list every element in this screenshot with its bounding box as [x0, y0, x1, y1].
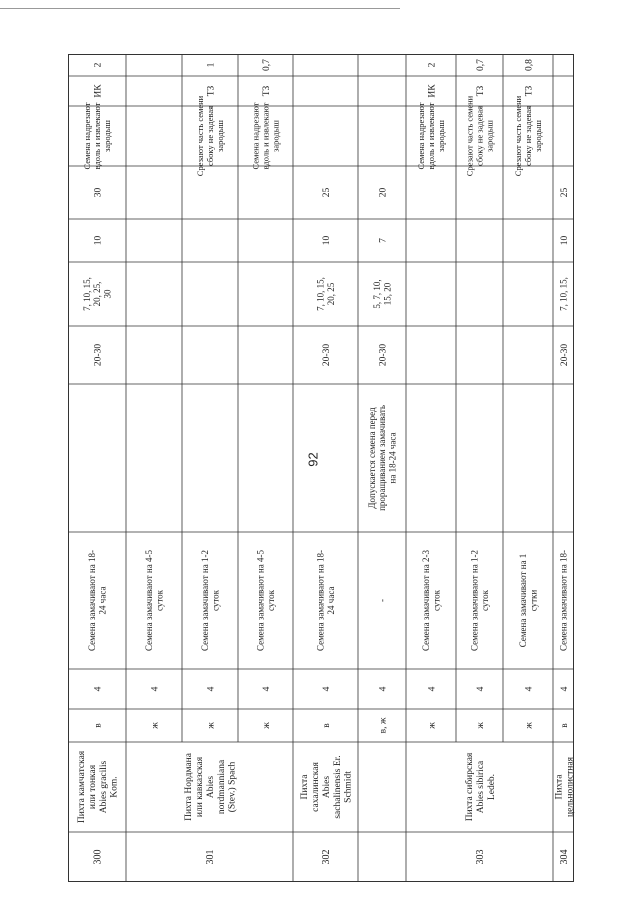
seed-class: 4 — [321, 686, 332, 692]
energy-day: 10 — [559, 235, 570, 246]
seed-class: 4 — [93, 686, 104, 692]
seed-type: ж — [150, 722, 161, 729]
seed-class: 4 — [261, 686, 272, 692]
temperature: 20-30 — [93, 343, 104, 367]
method-code: ИК — [93, 84, 104, 98]
temperature: 20-30 — [321, 343, 332, 367]
cut-method: Срезают часть семенисбоку не задеваязародыш — [464, 95, 495, 177]
row-number: 300 — [92, 849, 104, 865]
method-value: 1 — [206, 62, 217, 68]
seed-type: ж — [427, 722, 438, 729]
soak-instruction: Семена замачивают на 2-3суток — [420, 550, 442, 651]
method-code: ТЗ — [206, 85, 217, 97]
method-code: ИК — [427, 84, 438, 98]
seed-class: 4 — [559, 686, 570, 692]
method-value: 0,7 — [475, 59, 486, 71]
method-code: ТЗ — [261, 85, 272, 97]
seed-class: 4 — [524, 686, 535, 692]
top-rule — [0, 8, 400, 9]
seed-type: ж — [475, 722, 486, 729]
total-days: 25 — [559, 187, 570, 198]
method-value: 2 — [93, 62, 104, 68]
count-days: 7, 10, 15, — [558, 277, 569, 311]
seed-type: в — [93, 723, 104, 728]
soak-instruction: Семена замачивают на 4-5суток — [143, 550, 165, 651]
seed-type: ж — [206, 722, 217, 729]
row-number: 301 — [205, 849, 216, 865]
soak-instruction: Семена замачивают на 18-24 часа — [315, 550, 336, 651]
seed-class: 4 — [427, 686, 438, 692]
soak-instruction: - — [377, 599, 388, 602]
total-days: 30 — [93, 187, 104, 198]
temperature: 20-30 — [378, 343, 389, 367]
seed-type: в — [321, 723, 332, 728]
species-name: ПихтасахалинскаяAbiessachalinensis Er.Schmidt — [299, 755, 354, 819]
method-code: ТЗ — [475, 85, 486, 97]
rotated-table — [68, 54, 574, 882]
energy-day: 7 — [378, 238, 389, 243]
cut-method: Семена надрезаютвдоль и извлекаютзародыш — [82, 102, 112, 170]
energy-day: 10 — [321, 235, 332, 246]
soak-instruction: Семена замачивают на 4-5суток — [255, 550, 276, 651]
method-value: 0,7 — [261, 59, 272, 71]
seed-class: 4 — [378, 686, 389, 692]
page-number: 92 — [305, 452, 321, 467]
cut-method: Семена надрезаютвдоль и извлекаютзародыш — [250, 102, 281, 170]
species-name: Пихтацельнолистная — [554, 757, 576, 817]
cut-method: Семена надрезаютвдоль и извлекаютзародыш — [416, 102, 446, 170]
row-number: 303 — [475, 849, 486, 865]
count-days: 5, 7, 10,15, 20 — [371, 279, 393, 309]
species-name: Пихта камчатскаяили тонкаяAbies gracilisKom. — [76, 750, 120, 824]
total-days: 25 — [321, 187, 332, 198]
count-days: 7, 10, 15,20, 25 — [315, 277, 336, 311]
method-code: ТЗ — [524, 85, 535, 97]
cut-method: Срезают часть семенисбоку не задеваязародыш — [513, 95, 543, 177]
soak-instruction: Семена замачивают на 1сутки — [517, 553, 539, 648]
count-days: 7, 10, 15,20, 25,30 — [81, 277, 113, 311]
temperature: 20-30 — [559, 343, 570, 367]
method-value: 0,8 — [524, 59, 535, 71]
soak-instruction: Семена замачивают на 18- — [558, 550, 569, 651]
seed-type: в, ж — [378, 717, 389, 734]
cut-method: Срезают часть семенисбоку не задеваязародыш — [195, 95, 225, 177]
soak-instruction: Семена замачивают на 1-2суток — [469, 550, 490, 651]
table-border — [69, 55, 574, 882]
seed-type: ж — [524, 722, 535, 729]
seed-class: 4 — [150, 686, 161, 692]
species-name: Пихта Нордманаили кавказскаяAbiesnordmanniana(Stev.) Spach — [183, 753, 238, 821]
energy-day: 10 — [93, 235, 104, 246]
seed-class: 4 — [475, 686, 486, 692]
total-days: 20 — [378, 187, 389, 198]
soak-instruction: Семена замачивают на 1-2суток — [199, 550, 221, 651]
seed-class: 4 — [206, 686, 217, 692]
soak-instruction: Семена замачивают на 18-24 часа — [86, 550, 108, 651]
note: Допускается семена передпроращиванием замачиватьна 18-24 часа — [366, 405, 398, 511]
table-svg — [68, 54, 574, 882]
seed-type: ж — [261, 722, 272, 729]
row-number: 302 — [321, 849, 332, 865]
method-value: 2 — [427, 62, 438, 68]
species-name: Пихта сибирскаяAbies sibiricaLedeb. — [464, 752, 497, 822]
row-number: 304 — [559, 849, 570, 865]
seed-type: в — [559, 723, 570, 728]
